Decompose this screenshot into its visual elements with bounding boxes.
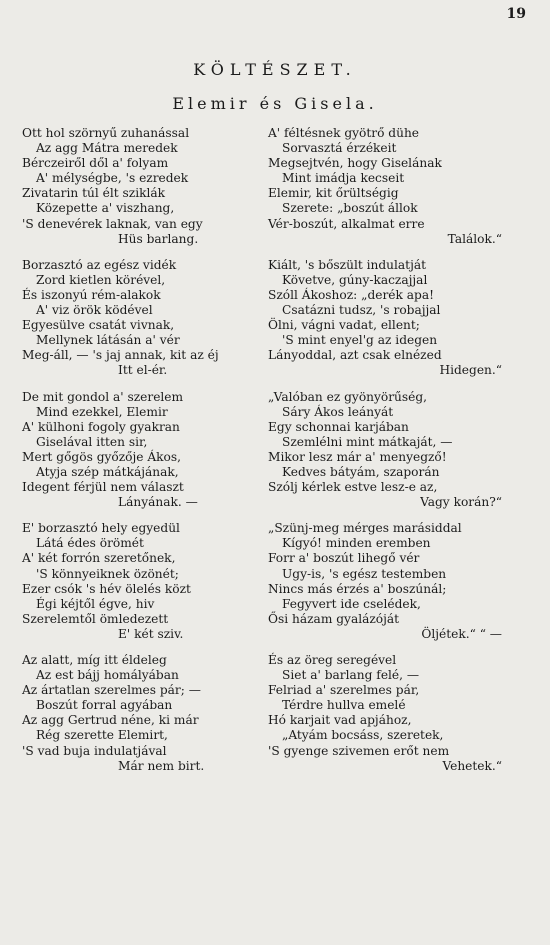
left-stanza-2 (22, 258, 267, 379)
poem-line: A' féltésnek gyötrő dühe (268, 126, 420, 140)
poem-line: Ugy-is, 's egész testemben (282, 566, 447, 581)
poem-line: Szólj kérlek estve lesz-e az, (268, 480, 438, 495)
poem-line: Öljétek.“ “ — (421, 626, 502, 641)
poem-line: Sáry Ákos leányát (282, 404, 394, 419)
poem-line: Ölni, vágni vadat, ellent; (268, 318, 420, 333)
poem-line: Ott hol szörnyű zuhanással (22, 126, 190, 140)
poem-line: Giselával itten sir, (36, 434, 148, 449)
page-title: KÖLTÉSZET. (193, 60, 357, 79)
poem-line: Csatázni tudsz, 's robajjal (282, 303, 441, 318)
poem-line: Kedves bátyám, szaporán (282, 464, 440, 479)
poem-line: Találok.“ (447, 231, 502, 246)
left-stanza-1 (22, 126, 267, 247)
poem-line: Követve, gúny-kaczajjal (282, 272, 428, 287)
poem-subtitle: Elemir és Gisela. (172, 94, 378, 113)
poem-line: Térdre hullva emelé (282, 698, 406, 713)
poem-line: Az agg Mátra meredek (36, 141, 178, 156)
right-stanza-3 (268, 390, 522, 511)
poem-line: „Atyám bocsáss, szeretek, (282, 728, 444, 743)
poem-line: Hidegen.“ (439, 363, 502, 378)
poem-line: Siet a' barlang felé, — (282, 668, 420, 683)
poem-line: Zivatarin túl élt sziklák (22, 186, 166, 201)
poem-line: Borzasztó az egész vidék (22, 257, 177, 272)
poem-line: Fegyvert ide cselédek, (282, 596, 421, 611)
poem-line: Mint imádja kecseit (282, 171, 405, 186)
poem-line: 'S vad buja indulatjával (22, 743, 167, 758)
poem-line: 'S könnyeiknek özönét; (36, 566, 179, 581)
poem-line: Itt el-ér. (118, 363, 168, 378)
poem-line: Szerete: „boszút állok (282, 201, 418, 216)
poem-line: Zord kietlen körével, (36, 272, 166, 287)
left-column (22, 126, 267, 785)
poem-line: E' két sziv. (118, 626, 184, 641)
poem-line: Vehetek.“ (442, 758, 502, 773)
poem-line: A' külhoni fogoly gyakran (22, 419, 180, 434)
poem-line: Egyesülve csatát vivnak, (22, 318, 175, 333)
poem-line: Látá édes örömét (36, 536, 144, 551)
left-stanza-3 (22, 390, 267, 511)
poem-line: Felriad a' szerelmes pár, (268, 683, 420, 698)
poem-line: Vér-boszút, alkalmat erre (268, 216, 425, 231)
poem-line: Idegent férjül nem választ (22, 480, 184, 495)
poem-line: A' viz örök ködével (36, 303, 153, 318)
poem-line: Mert gőgös győzője Ákos, (22, 449, 181, 464)
poem-line: Nincs más érzés a' boszúnál; (268, 581, 447, 596)
poem-line: Kígyó! minden eremben (282, 536, 431, 551)
poem-line: Lányoddal, azt csak elnézed (268, 348, 442, 363)
poem-line: Vagy korán?“ (420, 495, 502, 510)
poem-line: Forr a' boszút lihegő vér (268, 551, 420, 566)
poem-line: És az öreg seregével (268, 653, 397, 667)
poem-line: Mikor lesz már a' menyegző! (268, 449, 447, 464)
poem-line: E' borzasztó hely egyedül (22, 521, 180, 536)
left-stanza-4 (22, 521, 267, 642)
right-stanza-1 (268, 126, 522, 247)
poem-line: De mit gondol a' szerelem (22, 389, 184, 404)
poem-line: Egy schonnai karjában (268, 419, 409, 434)
poem-line: „Valóban ez gyönyörűség, (268, 389, 428, 404)
left-stanza-5 (22, 653, 267, 774)
right-column (268, 126, 522, 785)
poem-line: Szerelemtől ömledezett (22, 611, 169, 626)
poem-line: Atyja szép mátkájának, (36, 464, 179, 479)
poem-line: Bérczeiről dől a' folyam (22, 156, 169, 171)
poem-line: Az ártatlan szerelmes pár; — (22, 683, 201, 698)
poem-line: Sorvasztá érzékeit (282, 141, 397, 156)
poem-line: A' mélységbe, 's ezredek (36, 171, 189, 186)
poem-line: És iszonyú rém-alakok (22, 287, 161, 302)
right-stanza-4 (268, 521, 522, 642)
poem-line: Rég szerette Elemirt, (36, 728, 168, 743)
poem-line: Az alatt, míg itt éldeleg (22, 653, 167, 667)
poem-line: Mind ezekkel, Elemir (36, 404, 168, 419)
poem-line: Kiált, 's bőszült indulatját (268, 257, 427, 272)
poem-line: Hüs barlang. (118, 231, 199, 246)
poem-line: A' két forrón szeretőnek, (22, 551, 176, 566)
poem-line: Ezer csók 's hév ölelés közt (22, 581, 191, 596)
poem-line: „Szünj-meg mérges marásiddal (268, 521, 462, 536)
poem-line: Égi kéjtől égve, hiv (36, 596, 155, 611)
poem-line: Az est bájj homályában (36, 668, 179, 683)
poem-line: Szóll Ákoshoz: „derék apa! (268, 287, 435, 302)
poem-line: Megsejtvén, hogy Giselának (268, 156, 442, 171)
poem-line: Közepette a' viszhang, (36, 201, 175, 216)
poem-line: Hó karjait vad apjához, (268, 713, 412, 728)
poem-line: Ősi házam gyalázóját (268, 611, 400, 626)
poem-line: Elemir, kit őrültségig (268, 186, 399, 201)
poem-line: Szemlélni mint mátkaját, — (282, 434, 453, 449)
poem-line: 'S denevérek laknak, van egy (22, 216, 203, 231)
poem-line: 'S gyenge szivemen erőt nem (268, 743, 450, 758)
poem-line: Meg-áll, — 's jaj annak, kit az éj (22, 348, 219, 363)
page-number: 19 (506, 6, 526, 22)
poem-line: Már nem birt. (118, 758, 205, 773)
poem-line: 'S mint enyel'g az idegen (282, 333, 438, 348)
poem-line: Boszút forral agyában (36, 698, 173, 713)
poem-line: Mellynek látásán a' vér (36, 333, 180, 348)
right-stanza-2 (268, 258, 522, 379)
poem-line: Lányának. — (118, 495, 198, 510)
poem-line: Az agg Gertrud néne, ki már (22, 713, 199, 728)
right-stanza-5 (268, 653, 522, 774)
